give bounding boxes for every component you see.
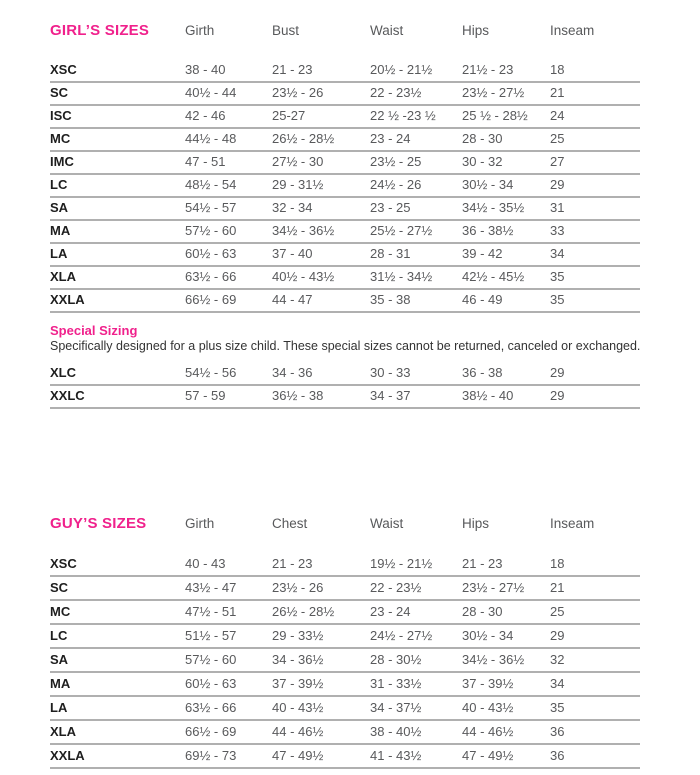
- inseam-value: 25: [550, 604, 565, 619]
- waist-value: 24½ - 27½: [370, 628, 433, 643]
- size-label: LC: [50, 177, 68, 192]
- hips-value: 23½ - 27½: [462, 85, 525, 100]
- size-row: [50, 60, 640, 83]
- inseam-value: 18: [550, 556, 565, 571]
- waist-value: 23 - 24: [370, 604, 411, 619]
- bust-value: 21 - 23: [272, 62, 313, 77]
- size-label: XXLC: [50, 388, 85, 403]
- column-header: Hips: [462, 516, 490, 531]
- inseam-value: 34: [550, 676, 565, 691]
- size-row: [50, 625, 640, 649]
- size-row: [50, 721, 640, 745]
- chest-value: 21 - 23: [272, 556, 313, 571]
- chest-value: 29 - 33½: [272, 628, 324, 643]
- size-row: [50, 697, 640, 721]
- size-row: [50, 221, 640, 244]
- size-row: [50, 649, 640, 673]
- girth-value: 63½ - 66: [185, 700, 237, 715]
- waist-value: 20½ - 21½: [370, 62, 433, 77]
- bust-value: 36½ - 38: [272, 388, 324, 403]
- size-label: IMC: [50, 154, 74, 169]
- size-row: [50, 129, 640, 152]
- girls-header-row: [50, 22, 640, 39]
- girls-sizes-title: GIRL’S SIZES: [50, 22, 150, 39]
- waist-value: 22 - 23½: [370, 85, 422, 100]
- waist-value: 28 - 30½: [370, 652, 422, 667]
- size-label: MA: [50, 676, 71, 691]
- chest-value: 47 - 49½: [272, 748, 324, 763]
- column-header: Inseam: [550, 23, 595, 38]
- size-label: SA: [50, 652, 69, 667]
- inseam-value: 29: [550, 365, 565, 380]
- hips-value: 34½ - 36½: [462, 652, 525, 667]
- column-header: Hips: [462, 23, 490, 38]
- hips-value: 30½ - 34: [462, 628, 514, 643]
- waist-value: 30 - 33: [370, 365, 411, 380]
- girth-value: 60½ - 63: [185, 676, 237, 691]
- waist-value: 24½ - 26: [370, 177, 422, 192]
- inseam-value: 36: [550, 724, 565, 739]
- size-label: LA: [50, 700, 68, 715]
- size-label: SC: [50, 85, 69, 100]
- size-row: [50, 267, 640, 290]
- inseam-value: 31: [550, 200, 565, 215]
- size-row: [50, 363, 640, 386]
- girth-value: 47½ - 51: [185, 604, 237, 619]
- size-row: [50, 601, 640, 625]
- inseam-value: 18: [550, 62, 565, 77]
- size-row: [50, 673, 640, 697]
- guys-rows: [50, 553, 640, 769]
- hips-value: 47 - 49½: [462, 748, 514, 763]
- hips-value: 46 - 49: [462, 292, 503, 307]
- column-header: Bust: [272, 23, 300, 38]
- size-row: [50, 577, 640, 601]
- waist-value: 38 - 40½: [370, 724, 422, 739]
- guys-sizes-title: GUY’S SIZES: [50, 515, 147, 532]
- waist-value: 41 - 43½: [370, 748, 422, 763]
- size-label: SC: [50, 580, 69, 595]
- chest-value: 34 - 36½: [272, 652, 324, 667]
- chest-value: 44 - 46½: [272, 724, 324, 739]
- waist-value: 23 - 24: [370, 131, 411, 146]
- inseam-value: 29: [550, 177, 565, 192]
- inseam-value: 27: [550, 154, 565, 169]
- size-row: [50, 553, 640, 577]
- inseam-value: 33: [550, 223, 565, 238]
- inseam-value: 35: [550, 700, 565, 715]
- hips-value: 36 - 38: [462, 365, 503, 380]
- waist-value: 31½ - 34½: [370, 269, 433, 284]
- column-header: Chest: [272, 516, 308, 531]
- girth-value: 47 - 51: [185, 154, 226, 169]
- bust-value: 44 - 47: [272, 292, 313, 307]
- waist-value: 28 - 31: [370, 246, 411, 261]
- girls-rows: [50, 60, 640, 313]
- guys-sizes-section: [50, 515, 640, 769]
- waist-value: 23 - 25: [370, 200, 411, 215]
- inseam-value: 35: [550, 269, 565, 284]
- size-label: LC: [50, 628, 68, 643]
- hips-value: 44 - 46½: [462, 724, 514, 739]
- waist-value: 25½ - 27½: [370, 223, 433, 238]
- inseam-value: 32: [550, 652, 565, 667]
- waist-value: 19½ - 21½: [370, 556, 433, 571]
- hips-value: 36 - 38½: [462, 223, 514, 238]
- girth-value: 42 - 46: [185, 108, 226, 123]
- size-label: XXLA: [50, 292, 85, 307]
- girth-value: 63½ - 66: [185, 269, 237, 284]
- size-label: MC: [50, 131, 71, 146]
- girth-value: 44½ - 48: [185, 131, 237, 146]
- size-row: [50, 386, 640, 409]
- girth-value: 48½ - 54: [185, 177, 237, 192]
- girth-value: 66½ - 69: [185, 724, 237, 739]
- hips-value: 21 - 23: [462, 556, 503, 571]
- chest-value: 23½ - 26: [272, 580, 324, 595]
- special-sizing-rows: [50, 363, 640, 409]
- bust-value: 25-27: [272, 108, 306, 123]
- waist-value: 22 ½ -23 ½: [370, 108, 436, 123]
- size-row: [50, 175, 640, 198]
- girth-value: 57 - 59: [185, 388, 226, 403]
- inseam-value: 29: [550, 388, 565, 403]
- bust-value: 40½ - 43½: [272, 269, 335, 284]
- inseam-value: 29: [550, 628, 565, 643]
- size-label: XXLA: [50, 748, 85, 763]
- bust-value: 23½ - 26: [272, 85, 324, 100]
- waist-value: 22 - 23½: [370, 580, 422, 595]
- hips-value: 25 ½ - 28½: [462, 108, 528, 123]
- hips-value: 42½ - 45½: [462, 269, 525, 284]
- size-row: [50, 745, 640, 769]
- waist-value: 34 - 37½: [370, 700, 422, 715]
- size-label: XLA: [50, 724, 76, 739]
- girth-value: 54½ - 56: [185, 365, 237, 380]
- bust-value: 34 - 36: [272, 365, 313, 380]
- inseam-value: 21: [550, 580, 565, 595]
- bust-value: 34½ - 36½: [272, 223, 335, 238]
- inseam-value: 36: [550, 748, 565, 763]
- girls-sizes-section: [50, 22, 640, 409]
- hips-value: 28 - 30: [462, 131, 503, 146]
- girth-value: 69½ - 73: [185, 748, 237, 763]
- girth-value: 57½ - 60: [185, 652, 237, 667]
- size-row: [50, 152, 640, 175]
- girth-value: 38 - 40: [185, 62, 226, 77]
- column-header: Girth: [185, 23, 215, 38]
- waist-value: 34 - 37: [370, 388, 411, 403]
- inseam-value: 21: [550, 85, 565, 100]
- bust-value: 37 - 40: [272, 246, 313, 261]
- girth-value: 51½ - 57: [185, 628, 237, 643]
- hips-value: 38½ - 40: [462, 388, 514, 403]
- hips-value: 23½ - 27½: [462, 580, 525, 595]
- inseam-value: 34: [550, 246, 565, 261]
- guys-header-row: [50, 515, 640, 532]
- girth-value: 60½ - 63: [185, 246, 237, 261]
- special-sizing-description: Specifically designed for a plus size child. These special sizes cannot be returned, canceled or exchanged.: [50, 339, 641, 353]
- hips-value: 39 - 42: [462, 246, 503, 261]
- hips-value: 30 - 32: [462, 154, 503, 169]
- hips-value: 28 - 30: [462, 604, 503, 619]
- size-label: ISC: [50, 108, 72, 123]
- size-label: XLA: [50, 269, 76, 284]
- column-header: Waist: [370, 516, 404, 531]
- chest-value: 37 - 39½: [272, 676, 324, 691]
- inseam-value: 24: [550, 108, 565, 123]
- girth-value: 54½ - 57: [185, 200, 237, 215]
- hips-value: 21½ - 23: [462, 62, 514, 77]
- hips-value: 37 - 39½: [462, 676, 514, 691]
- hips-value: 30½ - 34: [462, 177, 514, 192]
- size-label: MC: [50, 604, 71, 619]
- size-label: XLC: [50, 365, 76, 380]
- size-label: SA: [50, 200, 69, 215]
- girth-value: 57½ - 60: [185, 223, 237, 238]
- hips-value: 34½ - 35½: [462, 200, 525, 215]
- size-row: [50, 106, 640, 129]
- column-header: Girth: [185, 516, 215, 531]
- special-sizing-section: [50, 323, 640, 409]
- chest-value: 26½ - 28½: [272, 604, 335, 619]
- girth-value: 40½ - 44: [185, 85, 237, 100]
- size-row: [50, 198, 640, 221]
- bust-value: 26½ - 28½: [272, 131, 335, 146]
- bust-value: 29 - 31½: [272, 177, 324, 192]
- inseam-value: 25: [550, 131, 565, 146]
- bust-value: 32 - 34: [272, 200, 313, 215]
- hips-value: 40 - 43½: [462, 700, 514, 715]
- size-label: XSC: [50, 556, 77, 571]
- waist-value: 23½ - 25: [370, 154, 422, 169]
- inseam-value: 35: [550, 292, 565, 307]
- bust-value: 27½ - 30: [272, 154, 324, 169]
- column-header: Inseam: [550, 516, 595, 531]
- size-label: XSC: [50, 62, 77, 77]
- size-row: [50, 244, 640, 267]
- size-label: LA: [50, 246, 68, 261]
- size-row: [50, 290, 640, 313]
- column-header: Waist: [370, 23, 404, 38]
- chest-value: 40 - 43½: [272, 700, 324, 715]
- special-sizing-title: Special Sizing: [50, 323, 138, 338]
- size-row: [50, 83, 640, 106]
- girth-value: 66½ - 69: [185, 292, 237, 307]
- girth-value: 43½ - 47: [185, 580, 237, 595]
- waist-value: 35 - 38: [370, 292, 411, 307]
- waist-value: 31 - 33½: [370, 676, 422, 691]
- size-label: MA: [50, 223, 71, 238]
- girth-value: 40 - 43: [185, 556, 226, 571]
